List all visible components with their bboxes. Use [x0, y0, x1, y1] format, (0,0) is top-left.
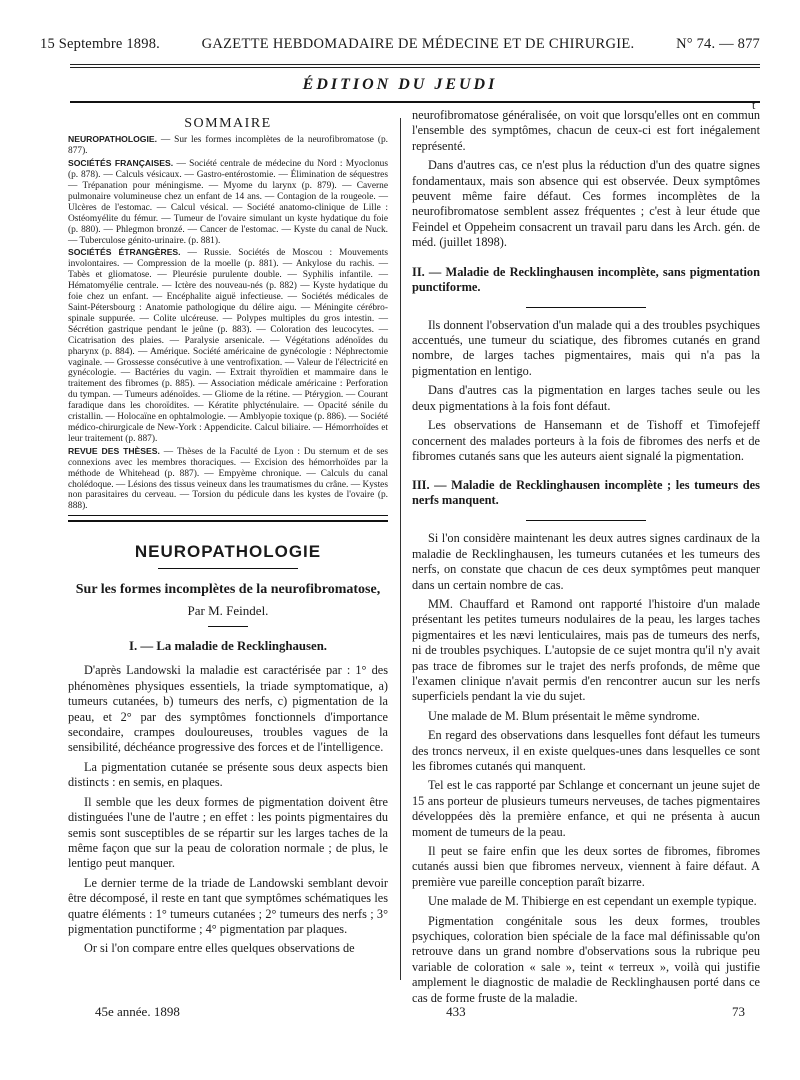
article-byline: Par M. Feindel.	[187, 602, 269, 618]
sommaire-title: SOMMAIRE	[184, 116, 272, 131]
sommaire-entry	[68, 247, 388, 444]
paragraph: Si l'on considère maintenant les deux autres signes cardinaux de la maladie de Recklinghausen, les tumeurs cutanées et les tumeurs des nerfs, on constate que chacun de ces deux symptômes peut manquer dans un certain nombre de cas.	[412, 531, 760, 592]
sommaire-section-text: — Sur les formes incomplètes de la neurofibromatose (p. 877).	[68, 135, 388, 157]
part-rule	[526, 520, 646, 521]
paragraph: MM. Chauffard et Ramond ont rapporté l'histoire d'un malade présentant les petites tumeurs nodulaires de la peau, les larges taches pigmentaires et les nævi lenticulaires, mais pas de tumeurs des nerfs, ni de troubles psychiques. L'autopsie de ce sujet montra qu'il n'y avait pas trace de fibromes sur le trajet des nerfs profonds, de même que l'examen clinique n'avait permis d'en rencontrer aucun sur les nerfs superficiels pendant la vie du sujet.	[412, 596, 760, 704]
page-footer	[95, 1004, 745, 1022]
byline-rule	[208, 626, 248, 627]
sommaire-section-label: REVUE DES THÈSES.	[68, 445, 160, 456]
part-heading-text: III. — Maladie de Recklinghausen incomplète ; les tumeurs des nerfs manquent.	[412, 478, 760, 508]
paragraph: Il peut se faire enfin que les deux sortes de fibromes, fibromes cutanés aussi bien que fibromes nerveux, viennent à faire défaut. A première vue pareille conception paraît bizarre.	[412, 844, 760, 889]
paragraph: Dans d'autres cas, ce n'est plus la réduction d'un des quatre signes fondamentaux, mais son absence qui est observée. Deux symptômes peuvent même faire défaut. Ces formes incomplètes de la neurofibromatose semblent assez fréquentes ; c'est à leur étude que Feindel et Oppeheim consacrent un travail paru dans les Arch. gén. de méd. (juillet 1898).	[412, 158, 760, 250]
section-heading: NEUROPATHOLOGIE	[134, 542, 322, 562]
part-heading-text: I. — La maladie de Recklinghausen.	[128, 639, 328, 654]
sommaire-section-label: NEUROPATHOLOGIE.	[68, 134, 157, 145]
paragraph: neurofibromatose généralisée, on voit que lorsqu'elles ont en commun l'ensemble des symptômes, chacun de ceux-ci est fort inégalement représenté.	[412, 108, 760, 153]
footer-year: 45e année. 1898	[95, 1004, 180, 1019]
paragraph: Le dernier terme de la triade de Landowski semblant devoir être décomposé, il reste en tant que symptômes schématiques les quatre éléments : 1° tumeurs cutanées ; 2° tumeurs des nerfs ; 3° pigmentation punctiforme ; 4° pigmentation par plaques.	[68, 875, 388, 936]
sommaire-section-text: — Société centrale de médecine du Nord : Myoclonus (p. 878). — Calculs vésicaux. — Gastro-entérostomie. — Élimination de séquestres — Trépanation pour méningisme. — Myome du larynx (p. 879). — Caverne pulmonaire volumineuse chez un enfant de 14 ans. — Contagion de la rougeole. — Ulcères de l'estomac. — Calcul vésical. — Société anatomo-clinique de Lille : Ostéomyélite du fémur. — Tumeur de l'ovaire simulant un kyste hydatique du foie (p. 880). — Phlegmon bronzé. — Cancer de l'estomac. — Kyste du canal de Nuck. — Tuberculose génito-urinaire. (p. 881).	[68, 159, 388, 246]
part-heading	[412, 265, 760, 295]
paragraph: Une malade de M. Thibierge en est cependant un exemple typique.	[428, 894, 757, 909]
paragraph: Pigmentation congénitale sous les deux formes, troubles psychiques, coloration bien spéciale de la face mal définissable qu'on retrouve dans un grand nombre d'observations sous la rubrique peu variable de coloration « sale », teint « terreux », voilà qui justifie amplement le diagnostic de maladie de Recklinghausen porté dans ce cas de forme fruste de la maladie.	[412, 913, 760, 1005]
sommaire-entry	[68, 134, 388, 157]
part-heading	[68, 639, 388, 654]
edition-rule	[70, 101, 760, 103]
sommaire-entry	[68, 158, 388, 246]
sommaire-section-label: SOCIÉTÉS FRANÇAISES.	[68, 158, 174, 169]
header-rule	[70, 64, 760, 65]
paragraph: La pigmentation cutanée se présente sous deux aspects bien distincts : en semis, en plaques.	[68, 759, 388, 790]
header-rule	[70, 67, 760, 68]
article-title: Sur les formes incomplètes de la neurofibromatose,	[75, 581, 381, 597]
page-number: 433	[446, 1004, 466, 1019]
issue-number: N° 74. — 877	[676, 36, 760, 52]
paragraph: D'après Landowski la maladie est caractérisée par : 1° des phénomènes physiques essentiels, la triade symptomatique, a) tumeurs cutanées, b) tumeurs des nerfs, c) pigmentation de la peau, et 2° par des symptômes fonctionnels d'importance secondaire, crampes douloureuses, troubles vagues de la sensibilité, déchéance progressive des forces et de l'intelligence.	[68, 663, 388, 755]
paragraph: Une malade de M. Blum présentait le même syndrome.	[428, 708, 700, 723]
sommaire-box	[68, 116, 388, 522]
edge-mark: t	[752, 98, 756, 112]
journal-title: GAZETTE HEBDOMADAIRE DE MÉDECINE ET DE CHIRURGIE.	[201, 36, 635, 52]
paragraph: Il semble que les deux formes de pigmentation doivent être distinguées l'une de l'autre ; en effet : les points pigmentaires du semis sont susceptibles de se répartir sur les larges taches de la même façon que sur la peau de coloration normale ; de plus, le lentigo peut manquer.	[68, 794, 388, 871]
paragraph: Dans d'autres cas la pigmentation en larges taches seule ou les deux pigmentations à la fois font défaut.	[412, 383, 760, 413]
issue-date: 15 Septembre 1898.	[40, 36, 160, 52]
part-rule	[526, 307, 646, 308]
paragraph: En regard des observations dans lesquelles font défaut les tumeurs des troncs nerveux, il en existe quelques-unes dans lesquelles ce sont les fibromes cutanés qui manquent.	[412, 728, 760, 773]
right-column	[412, 108, 760, 1010]
sommaire-section-label: SOCIÉTÉS ÉTRANGÈRES.	[68, 247, 181, 258]
part-heading-text: II. — Maladie de Recklinghausen incomplète, sans pigmentation punctiforme.	[412, 264, 760, 294]
column-divider	[400, 118, 401, 980]
sommaire-rule	[68, 515, 388, 516]
paragraph: Or si l'on compare entre elles quelques observations de	[84, 941, 355, 956]
sheet-number: 73	[732, 1004, 745, 1019]
sommaire-entry	[68, 446, 388, 512]
part-heading	[412, 478, 760, 508]
left-column	[68, 108, 388, 961]
sommaire-section-text: — Russie. Sociétés de Moscou : Mouvements involontaires. — Compression de la moelle (p. 881). — Ankylose du rachis. — Tabès et gliomatose. — Pleurésie purulente double. — Syphilis infantile. — Hématomyélie centrale. — Ictère des nouveau-nés (p. 882) — Kyste hydatique du foie chez un enfant. — Encéphalite aiguë infectieuse. — Sociétés médicales de Saint-Pétersbourg : Anatomie pathologique du délire aigu. — Méningite cérébro-spinale suppurée. — Colite ulcéreuse. — Polypes multiples du gros intestin. — Sécrétion gastrique pendant le jeûne (p. 883). — Coloration des leucocytes. — Cicatrisation des plaies. — Paralysie arsenicale. — Végétations adénoïdes du pharynx (p. 884). — Amérique. Société américaine de gynécologie : Néphrectomie vaginale. — Grossesse consécutive à une ventrofixation. — Valeur de l'électricité en gynécologie. — Bactéries du vagin. — Extrait thyroïdien et mammaire dans le traitement des fibromes (p. 885). — Association médicale américaine : Perforation du tympan. — Tumeurs adénoïdes. — Gliome de la rétine. — Ptérygion. — Courant faradique dans les choroïdites. — Kératite phlycténulaire. — Opacité sénile du cristallin. — Holocaïne en ophtalmologie. — Amblyopie toxique (p. 886). — Société médico-chirurgicale de New-York : Appendicite. Calcul biliaire. — Hémorrhoïdes et leur traitement (p. 887).	[68, 248, 388, 444]
masthead	[40, 36, 760, 58]
paragraph: Les observations de Hansemann et de Tishoff et Timofejeff concernent des malades porteurs à la fois de fibromes des nerfs et de fibromes cutanés sans que les auteurs aient signalé la pigmentation.	[412, 418, 760, 463]
edition-title: ÉDITION DU JEUDI	[302, 76, 498, 93]
paragraph: Tel est le cas rapporté par Schlange et concernant un jeune sujet de 15 ans porteur de plusieurs tumeurs nerveuses, de taches pigmentaires développées dès la première enfance, et qui ne présenta à aucun moment de tumeurs de la peau.	[412, 778, 760, 839]
paragraph: Ils donnent l'observation d'un malade qui a des troubles psychiques accentués, une tumeur du sciatique, des fibromes cutanés en grand nombre, de larges taches pigmentaires, mais qui n'a pas la pigmentation en lentigo.	[412, 317, 760, 378]
sommaire-section-text: — Thèses de la Faculté de Lyon : Du sternum et de ses connexions avec les membres thoraciques. — Excision des hémorrhoïdes par la méthode de Whitehead (p. 887). — Empyème chronique. — Calculs du canal cholédoque. — Lésions des tissus veineux dans les traumatismes du crâne. — Kystes non parasitaires du cerveau. — Torsion du pédicule dans les kystes de l'ovaire (p. 888).	[68, 446, 389, 512]
section-rule	[158, 568, 298, 569]
